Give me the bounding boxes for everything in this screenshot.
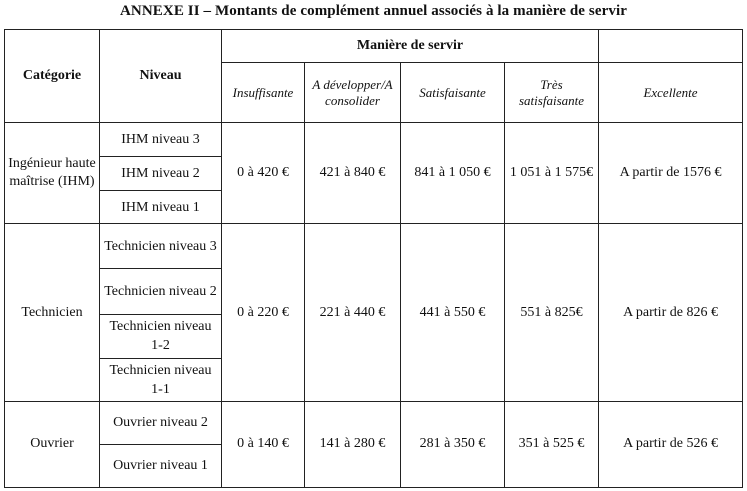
- header-row-1: [5, 30, 743, 63]
- amount-cell: 1 051 à 1 575€: [505, 123, 599, 224]
- amount-cell: 0 à 140 €: [222, 401, 305, 487]
- amount-cell: A partir de 826 €: [599, 224, 743, 401]
- header-satisfaisante: Satisfaisante: [401, 63, 505, 123]
- level-cell: Technicien niveau 1-2: [100, 314, 222, 358]
- amounts-table: [4, 29, 743, 488]
- amount-cell: 0 à 420 €: [222, 123, 305, 224]
- header-tres-satisfaisante: Très satisfaisante: [505, 63, 599, 123]
- table-row: [5, 224, 743, 269]
- level-cell: Technicien niveau 2: [100, 269, 222, 314]
- amount-cell: 281 à 350 €: [401, 401, 505, 487]
- level-cell: IHM niveau 2: [100, 157, 222, 191]
- amount-cell: A partir de 526 €: [599, 401, 743, 487]
- level-cell: IHM niveau 3: [100, 123, 222, 157]
- level-cell: Technicien niveau 1-1: [100, 358, 222, 401]
- header-empty-cell: [599, 30, 743, 63]
- amount-cell: A partir de 1576 €: [599, 123, 743, 224]
- header-categorie: Catégorie: [5, 30, 100, 123]
- document-title: ANNEXE II – Montants de complément annuel associés à la manière de servir: [120, 3, 627, 19]
- header-excellente: Excellente: [599, 63, 743, 123]
- table-row: [5, 123, 743, 157]
- amount-cell: 0 à 220 €: [222, 224, 305, 401]
- category-cell: Ouvrier: [5, 401, 100, 487]
- category-cell: Technicien: [5, 224, 100, 401]
- header-insuffisante: Insuffisante: [222, 63, 305, 123]
- header-a-developper: A développer/A consolider: [305, 63, 401, 123]
- header-maniere-de-servir: Manière de servir: [222, 30, 599, 63]
- level-cell: Ouvrier niveau 2: [100, 401, 222, 444]
- level-cell: Ouvrier niveau 1: [100, 444, 222, 487]
- amount-cell: 351 à 525 €: [505, 401, 599, 487]
- table-row: [5, 401, 743, 444]
- amount-cell: 841 à 1 050 €: [401, 123, 505, 224]
- level-cell: IHM niveau 1: [100, 191, 222, 224]
- header-niveau: Niveau: [100, 30, 222, 123]
- amount-cell: 141 à 280 €: [305, 401, 401, 487]
- amount-cell: 441 à 550 €: [401, 224, 505, 401]
- amount-cell: 421 à 840 €: [305, 123, 401, 224]
- amount-cell: 551 à 825€: [505, 224, 599, 401]
- category-cell: Ingénieur haute maîtrise (IHM): [5, 123, 100, 224]
- level-cell: Technicien niveau 3: [100, 224, 222, 269]
- amount-cell: 221 à 440 €: [305, 224, 401, 401]
